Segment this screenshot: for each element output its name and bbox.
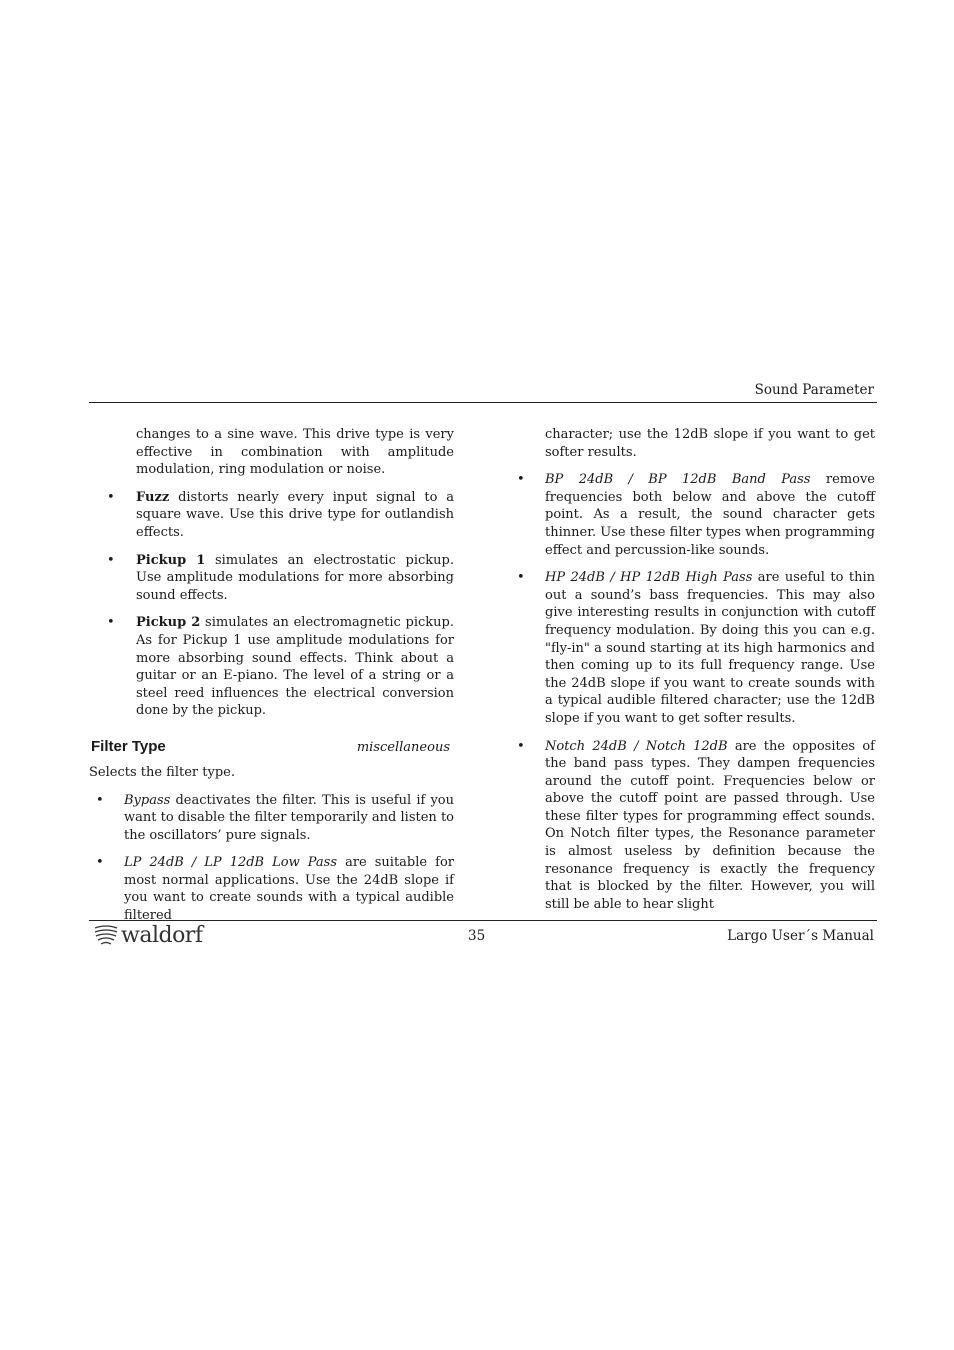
bullet-dot: •	[96, 855, 104, 871]
item-term: Bypass	[124, 792, 171, 808]
list-item	[89, 792, 454, 845]
bullet-dot: •	[107, 552, 115, 568]
item-term: LP 24dB / LP 12dB Low Pass	[124, 855, 338, 871]
waldorf-swirl-icon	[93, 924, 119, 946]
item-description: deactivates the filter. This is useful if you want to disable the filter temporarily and listen to the oscillators’ pure signals.	[124, 792, 454, 843]
item-term: Fuzz	[136, 489, 170, 505]
left-column	[89, 426, 454, 935]
item-description: are useful to thin out a sound’s bass frequencies. This may also give interesting results in conjunction with cutoff frequency modulation. By doing this you can e.g. "fly-in" a sound starting at its high harmonics and then coming up to its full frequency range. Use the 24dB slope if you want to create sounds with a typical audible filtered character; use the 12dB slope if you want to get softer results.	[545, 570, 875, 726]
item-description: simulates an electrostatic pickup. Use amplitude modulations for more absorbing sound effects.	[136, 552, 455, 603]
list-item	[89, 854, 454, 924]
footer-rule	[89, 920, 877, 921]
page-number: 35	[468, 928, 486, 944]
bullet-dot: •	[517, 570, 525, 586]
bullet-dot: •	[107, 489, 115, 505]
item-description: are the opposites of the band pass types. They dampen frequencies around the cutoff point. Frequencies below or above the cutoff point are passed through. Use these filter types for programming effect sounds. On Notch filter types, the Resonance parameter is almost useless by definition because the resonance frequency is exactly the frequency that is blocked by the filter. However, you will still be able to hear slight	[545, 738, 875, 912]
item-term: BP 24dB / BP 12dB Band Pass	[545, 472, 811, 488]
item-term: Pickup 2	[136, 615, 201, 631]
bullet-dot: •	[517, 738, 525, 754]
logo-wordmark: waldorf	[121, 922, 203, 948]
bullet-dot: •	[517, 472, 525, 488]
right-column	[517, 426, 875, 923]
item-description: are suitable for most normal applications. Use the 24dB slope if you want to create sounds with a typical audible filtered	[124, 855, 454, 924]
list-item	[517, 738, 875, 914]
list-item	[517, 471, 875, 559]
bullet-dot: •	[107, 615, 115, 631]
item-description: remove frequencies both below and above the cutoff point. As a result, the sound character gets thinner. Use these filter types when programming effect and percussion-like sounds.	[545, 472, 875, 558]
section-title: Filter Type	[91, 737, 166, 755]
section-heading	[89, 738, 454, 760]
item-description: simulates an electromagnetic pickup. As for Pickup 1 use amplitude modulations for more absorbing sound effects. Think about a guitar or an E-piano. The level of a string or a steel reed influences the electrical conversion done by the pickup.	[136, 615, 454, 719]
section-category: miscellaneous	[356, 739, 450, 755]
list-item	[89, 552, 454, 605]
brand-logo	[93, 922, 202, 948]
manual-title: Largo User´s Manual	[727, 928, 874, 944]
section-intro: Selects the filter type.	[89, 764, 235, 780]
bullet-dot: •	[96, 792, 104, 808]
item-term: HP 24dB / HP 12dB High Pass	[545, 570, 753, 586]
list-item	[89, 489, 454, 542]
item-term: Notch 24dB / Notch 12dB	[545, 738, 728, 754]
list-item	[89, 614, 454, 720]
item-term: Pickup 1	[136, 552, 206, 568]
item-description: distorts nearly every input signal to a square wave. Use this drive type for outlandish effects.	[136, 489, 454, 540]
header-rule	[89, 402, 877, 403]
running-header: Sound Parameter	[754, 382, 874, 398]
continuation-paragraph: character; use the 12dB slope if you want to get softer results.	[545, 427, 875, 460]
continuation-paragraph: changes to a sine wave. This drive type is very effective in combination with amplitude modulation, ring modulation or noise.	[136, 427, 454, 478]
list-item	[517, 569, 875, 727]
